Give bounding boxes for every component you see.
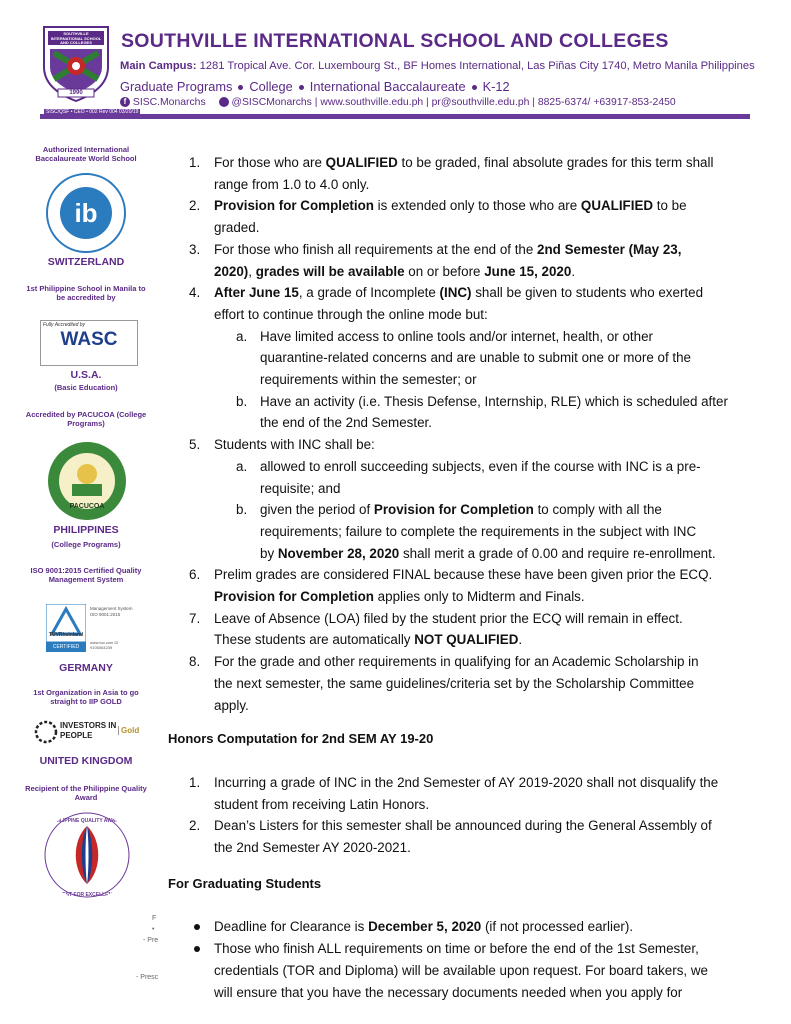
text-run: For those who are: [214, 155, 326, 170]
bold-text: After June 15: [214, 285, 299, 301]
pqa-logo-text: PHILIPPINE QUALITY AWARD: [51, 818, 123, 824]
wasc-logo: [40, 320, 138, 366]
graduating-item-line: [214, 916, 633, 938]
bold-text: (INC): [439, 285, 472, 301]
list-item-line: [214, 629, 522, 651]
text-run: by: [260, 545, 278, 561]
honors-item-number: 2.: [189, 818, 201, 834]
sub-item-line: [260, 499, 662, 521]
text-run: the next semester, the same guidelines/criteria set by the Scholarship Committee: [214, 675, 695, 691]
text-run: graded.: [214, 220, 260, 236]
bullet-dot-icon: [238, 85, 243, 90]
tuv-certification-logo: [46, 604, 136, 654]
programs-line: [120, 79, 510, 94]
contact-line: [120, 97, 676, 108]
ib-world-school-icon: [45, 172, 127, 254]
pacucoa-label: Accredited by PACUCOA (College Programs): [25, 410, 147, 428]
contact-info: | www.southville.edu.ph | pr@southville.edu.ph | 8825-6374/ +63917-853-2450: [314, 97, 676, 108]
philippines-sub: (College Programs): [51, 540, 121, 549]
twitter-handle: @SISCMonarchs: [231, 97, 312, 108]
letterhead: [0, 0, 791, 122]
text-run: Leave of Absence (LOA) filed by the student prior the ECQ will remain in effect.: [214, 610, 683, 626]
sub-item-number: b.: [236, 502, 248, 518]
text-run: on or before: [404, 263, 485, 279]
list-item-line: [214, 261, 575, 283]
list-item-line: [214, 673, 694, 695]
honors-item-line: [214, 772, 718, 794]
laurel-icon: [34, 720, 58, 744]
ib-label: Authorized International Baccalaureate World School: [35, 145, 137, 163]
program-item: International Baccalaureate: [309, 79, 466, 94]
bold-text: 2020): [214, 263, 249, 279]
list-item-number: 1.: [189, 155, 201, 170]
bold-text: 2nd Semester (May 23,: [537, 241, 682, 257]
text-run: apply.: [214, 697, 249, 713]
wasc-label: 1st Philippine School in Manila to be accredited by: [26, 284, 146, 302]
text-run: .: [571, 263, 576, 279]
sub-item-line: [260, 391, 728, 413]
germany-label: GERMANY: [59, 662, 113, 674]
text-run: These students are automatically: [214, 632, 415, 648]
tuv-logo-text: TÜVRheinland: [48, 632, 84, 638]
list-item-line: [214, 434, 375, 456]
text-run: effort to continue through the online mode but:: [214, 306, 488, 322]
usa-label: U.S.A.: [70, 369, 102, 381]
list-item-number: 4.: [189, 285, 201, 301]
bold-text: QUALIFIED: [580, 198, 654, 214]
text-run: range from 1.0 to 4.0 only.: [214, 176, 370, 192]
text-run: shall be given to students who exerted: [471, 285, 704, 301]
bold-text: June 15, 2020: [484, 263, 572, 279]
text-run: to comply with all the: [533, 502, 662, 518]
list-item-line: [214, 304, 488, 326]
list-item-line: [214, 695, 249, 717]
ib-logo-text: ib: [74, 198, 98, 228]
text-run: shall merit a grade of 0.00 and require re-enrollment.: [399, 545, 716, 561]
text-run: to be: [653, 198, 687, 214]
text-run: student from receiving Latin Honors.: [214, 796, 430, 812]
margin-fragment: F: [152, 915, 157, 922]
list-item-number: 2.: [189, 198, 201, 214]
list-item-line: [214, 195, 687, 217]
honors-item-number: 1.: [189, 774, 201, 790]
campus-address-line: [120, 60, 755, 72]
campus-label: Main Campus:: [120, 60, 197, 72]
sub-item-number: b.: [236, 393, 248, 409]
iip-logo-text: INVESTORS IN PEOPLE: [60, 721, 117, 740]
list-item-line: [214, 608, 683, 630]
pqa-bottom-text: QUEST FOR EXCELLENCE: [54, 892, 120, 898]
text-run: Have limited access to online tools and/or internet, health, or other: [260, 328, 654, 344]
margin-fragment: - Pre: [143, 937, 159, 944]
graduating-item-line: [214, 938, 699, 960]
text-run: requisite; and: [260, 480, 341, 496]
text-run: ,: [248, 263, 256, 279]
list-item-line: [214, 282, 703, 304]
pacucoa-logo-text: PACUCOA: [69, 503, 105, 510]
text-run: Prelim grades are considered FINAL because these have been given prior the ECQ.: [214, 567, 713, 583]
list-item-line: [214, 651, 699, 673]
program-item: Graduate Programs: [120, 79, 233, 94]
text-run: applies only to Midterm and Finals.: [373, 589, 585, 604]
list-item-number: 7.: [189, 610, 201, 626]
switzerland-label: SWITZERLAND: [47, 256, 125, 268]
investors-in-people-logo: [34, 718, 142, 748]
graduating-item-line: [214, 960, 708, 982]
text-run: Have an activity (i.e. Thesis Defense, Internship, RLE) which is scheduled after: [260, 393, 728, 409]
margin-fragment: •: [152, 926, 155, 933]
bold-text: Provision for Completion: [214, 198, 374, 214]
logo-text: SOUTHVILLE INTERNATIONAL SCHOOL AND COLLEGES: [50, 31, 102, 45]
tuv-certified-label: CERTIFIED: [46, 642, 86, 652]
list-item-line: [214, 586, 585, 608]
doc-code: SISC/QSF • CEO • 002 Rev 004 03/20/19: [46, 109, 139, 115]
tuv-text: Management System ISO 9001:2015: [90, 606, 133, 617]
campus-address: 1281 Tropical Ave. Cor. Luxembourg St., BF Homes International, Las Piñas City 1740, Metro Manila Philippines: [199, 60, 755, 72]
sub-item-line: [260, 326, 653, 348]
list-item-line: [214, 564, 712, 586]
bold-text: NOT QUALIFIED: [414, 632, 519, 648]
bold-text: QUALIFIED: [325, 155, 398, 170]
list-item-number: 5.: [189, 437, 201, 453]
list-item-line: [214, 217, 259, 239]
facebook-icon: f: [120, 97, 130, 107]
philippine-quality-award-seal-icon: [42, 810, 132, 900]
text-run: Incurring a grade of INC in the 2nd Semester of AY 2019-2020 shall not disqualify the: [214, 774, 719, 790]
sub-item-number: a.: [236, 458, 248, 474]
bold-text: Provision for Completion: [373, 502, 534, 518]
bold-text: Provision for Completion: [214, 589, 374, 604]
wasc-top-text: Fully Accredited by: [43, 322, 86, 328]
list-item-number: 6.: [189, 567, 201, 583]
sub-item-number: a.: [236, 328, 248, 344]
list-item-line: [214, 152, 713, 174]
text-run: .: [518, 632, 523, 648]
bold-text: December 5, 2020: [368, 919, 482, 935]
list-item-number: 8.: [189, 654, 201, 670]
honors-item-line: [214, 815, 712, 837]
iip-label: 1st Organization in Asia to go straight to IIP GOLD: [33, 688, 139, 706]
section-heading: Honors Computation for 2nd SEM AY 19-20: [168, 731, 434, 747]
philippines-label: PHILIPPINES: [53, 524, 119, 536]
tuv-url: www.tuv.com ID 9105064239: [90, 640, 119, 650]
usa-sub: (Basic Education): [54, 383, 118, 392]
text-run: credentials (TOR and Diploma) will be available upon request. For board takers, we: [214, 962, 708, 978]
honors-item-line: [214, 794, 429, 816]
list-item-line: [214, 174, 369, 196]
school-name: SOUTHVILLE INTERNATIONAL SCHOOL AND COLLEGES: [121, 30, 669, 52]
text-run: the end of the 2nd Semester.: [260, 415, 432, 431]
text-run: , a grade of Incomplete: [298, 285, 440, 301]
text-run: to be graded, final absolute grades for this term shall: [397, 155, 714, 170]
text-run: allowed to enroll succeeding subjects, even if the course with INC is a pre-: [260, 458, 701, 474]
iip-gold-label: Gold: [118, 726, 139, 735]
header-rule: [40, 114, 750, 119]
bullet-icon: [194, 924, 200, 930]
logo-year: 1990: [69, 90, 83, 96]
text-run: Deadline for Clearance is: [214, 919, 369, 935]
list-item-number: 3.: [189, 241, 201, 257]
program-item: K-12: [482, 79, 510, 94]
pacucoa-seal-icon: [46, 440, 128, 522]
facebook-handle: SISC.Monarchs: [132, 97, 206, 108]
sub-item-line: [260, 412, 432, 434]
text-run: For those who finish all requirements at the end of the: [214, 241, 538, 257]
text-run: will ensure that you have the necessary documents needed when you apply for: [214, 984, 683, 1000]
sub-item-line: [260, 543, 716, 565]
bullet-dot-icon: [472, 85, 477, 90]
uk-label: UNITED KINGDOM: [39, 755, 133, 767]
bullet-icon: [194, 946, 200, 952]
bold-text: November 28, 2020: [277, 545, 400, 561]
honors-item-line: [214, 837, 411, 859]
text-run: given the period of: [260, 502, 374, 518]
wasc-logo-text: WASC: [60, 329, 118, 350]
bullet-dot-icon: [299, 85, 304, 90]
sub-item-line: [260, 521, 696, 543]
list-item-line: [214, 239, 681, 261]
graduating-item-line: [214, 982, 682, 1004]
text-run: requirements; failure to complete the requirements in the subject with INC: [260, 523, 697, 539]
section-heading: For Graduating Students: [168, 875, 322, 891]
sub-item-line: [260, 347, 691, 369]
twitter-icon: [219, 97, 229, 107]
bold-text: grades will be available: [255, 263, 405, 279]
text-run: is extended only to those who are: [373, 198, 581, 214]
text-run: quarantine-related concerns and are unable to submit one or more of the: [260, 350, 691, 366]
pqa-label: Recipient of the Philippine Quality Award: [25, 784, 147, 802]
text-run: the 2nd Semester AY 2020-2021.: [214, 840, 411, 855]
sub-item-line: [260, 478, 340, 500]
program-item: College: [249, 79, 293, 94]
text-run: requirements within the semester; or: [260, 372, 477, 387]
text-run: Dean’s Listers for this semester shall be announced during the General Assembly of: [214, 818, 712, 834]
iso-label: ISO 9001:2015 Certified Quality Management System: [30, 566, 142, 584]
text-run: Students with INC shall be:: [214, 437, 375, 453]
margin-fragment: - Presc: [136, 974, 159, 981]
text-run: Those who finish ALL requirements on time or before the end of the 1st Semester,: [214, 941, 699, 957]
sub-item-line: [260, 369, 477, 391]
sub-item-line: [260, 456, 701, 478]
text-run: For the grade and other requirements in qualifying for an Academic Scholarship in: [214, 654, 699, 670]
text-run: (if not processed earlier).: [481, 919, 634, 935]
